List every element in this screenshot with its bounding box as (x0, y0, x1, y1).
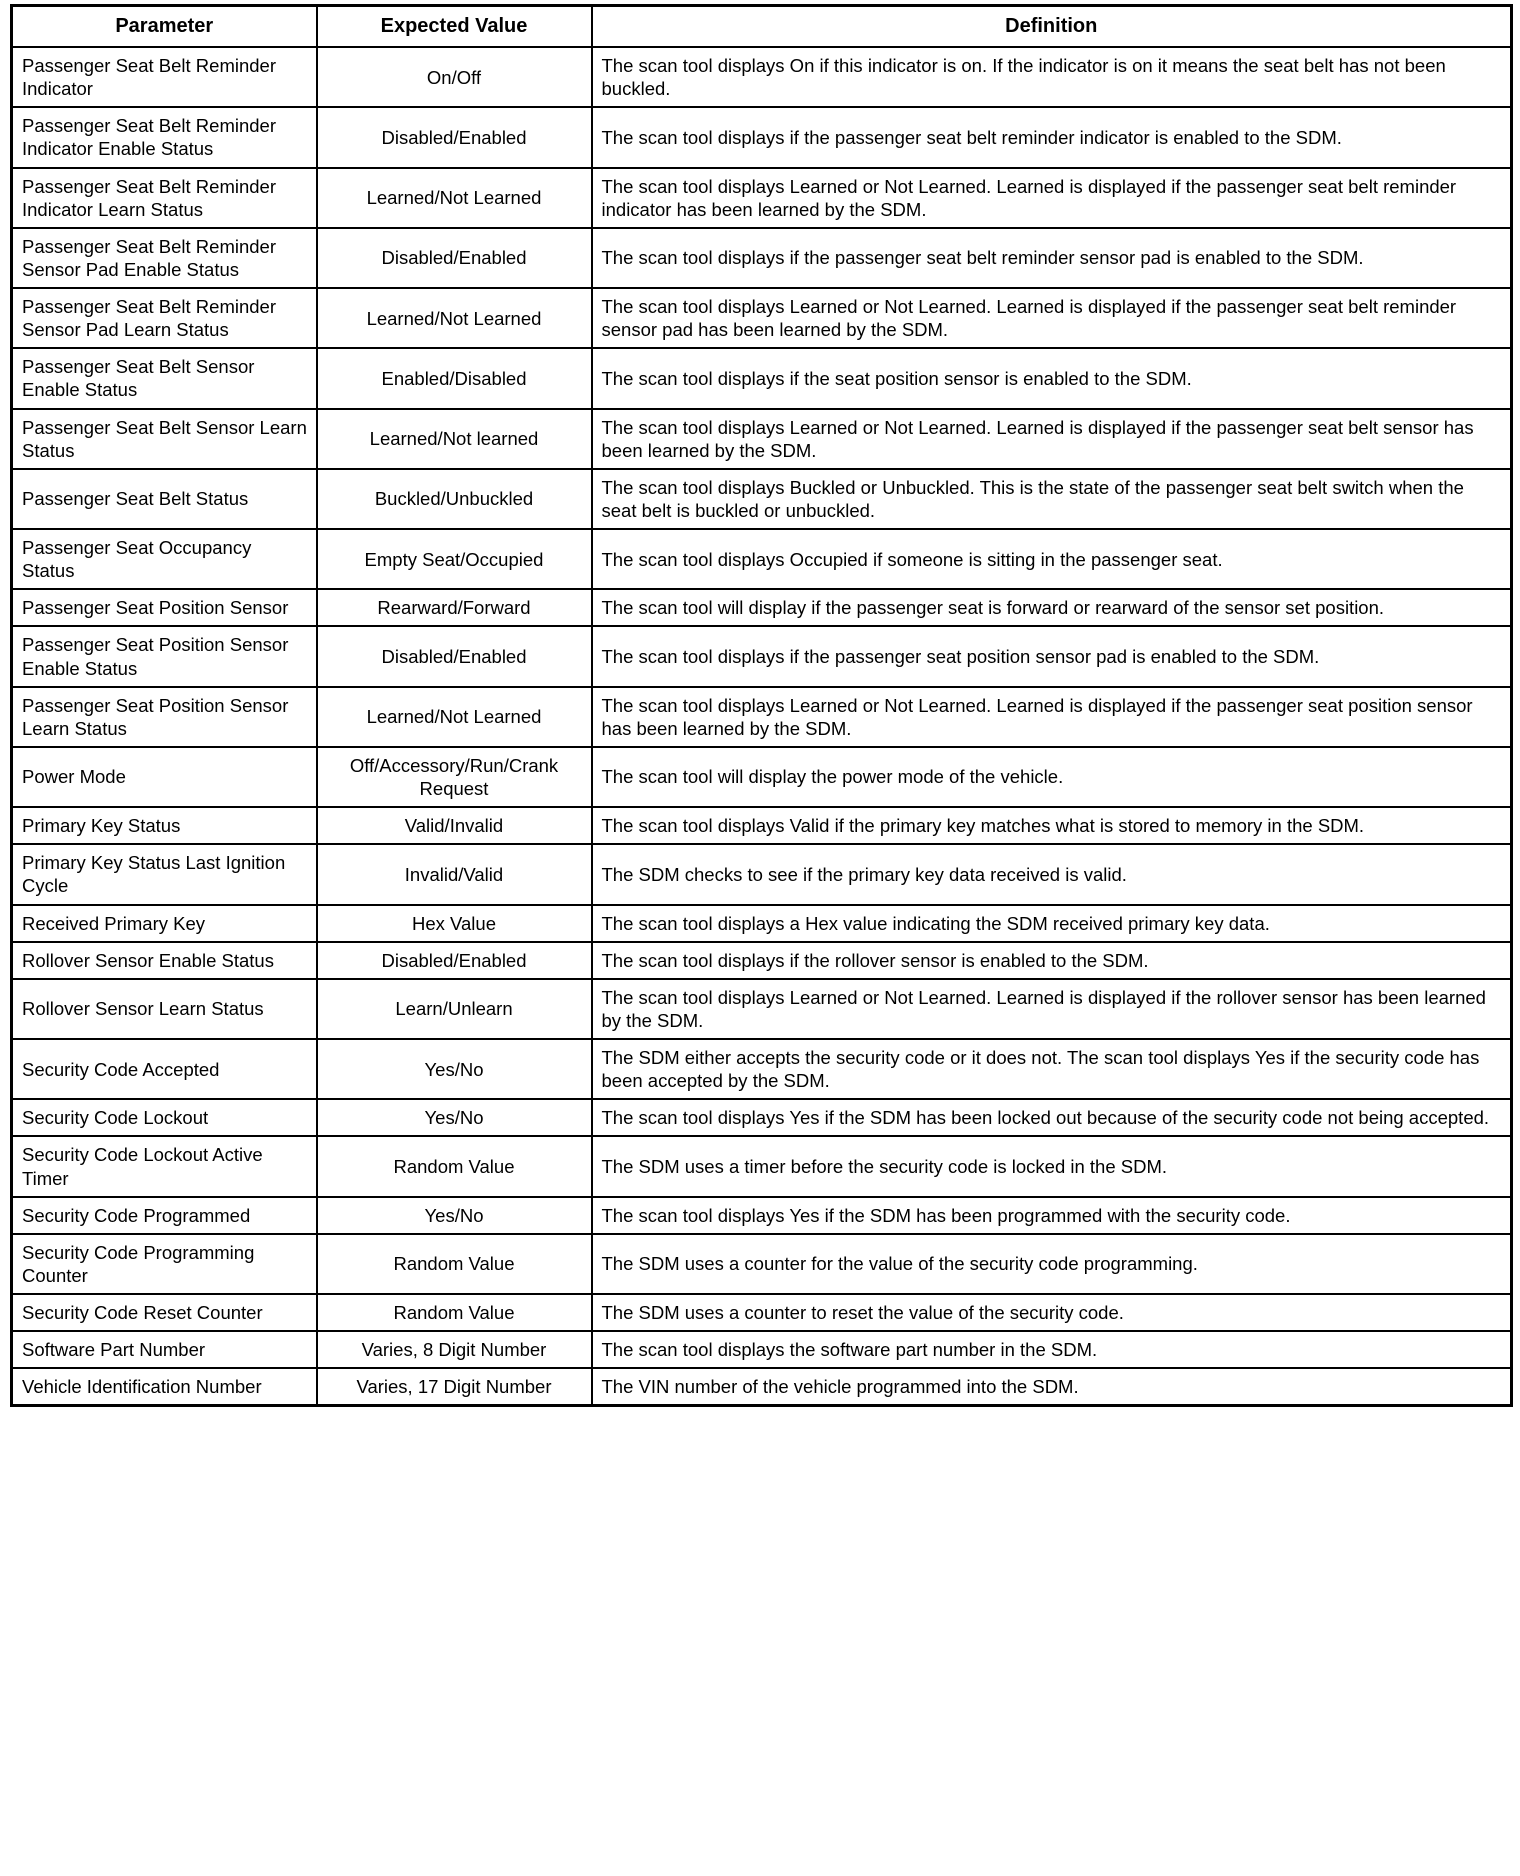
cell-parameter: Passenger Seat Position Sensor Enable Status (12, 626, 317, 686)
cell-parameter: Passenger Seat Belt Reminder Indicator Enable Status (12, 107, 317, 167)
table-row (12, 1331, 1512, 1368)
table-row (12, 348, 1512, 408)
table-row (12, 47, 1512, 107)
cell-parameter: Passenger Seat Occupancy Status (12, 529, 317, 589)
cell-expected-value: Hex Value (317, 905, 592, 942)
cell-parameter: Passenger Seat Belt Reminder Indicator Learn Status (12, 168, 317, 228)
cell-parameter: Passenger Seat Position Sensor Learn Status (12, 687, 317, 747)
cell-parameter: Security Code Lockout Active Timer (12, 1136, 317, 1196)
cell-parameter: Passenger Seat Belt Status (12, 469, 317, 529)
cell-parameter: Passenger Seat Belt Reminder Indicator (12, 47, 317, 107)
cell-expected-value: Learn/Unlearn (317, 979, 592, 1039)
cell-expected-value: Learned/Not learned (317, 409, 592, 469)
cell-parameter: Primary Key Status Last Ignition Cycle (12, 844, 317, 904)
cell-expected-value: Varies, 17 Digit Number (317, 1368, 592, 1406)
table-row (12, 1294, 1512, 1331)
cell-expected-value: Yes/No (317, 1197, 592, 1234)
cell-parameter: Security Code Reset Counter (12, 1294, 317, 1331)
table-row (12, 1197, 1512, 1234)
table-row (12, 905, 1512, 942)
cell-parameter: Rollover Sensor Enable Status (12, 942, 317, 979)
table-row (12, 747, 1512, 807)
cell-expected-value: Enabled/Disabled (317, 348, 592, 408)
cell-parameter: Received Primary Key (12, 905, 317, 942)
cell-parameter: Passenger Seat Belt Sensor Learn Status (12, 409, 317, 469)
cell-definition: The scan tool displays Valid if the primary key matches what is stored to memory in the SDM. (592, 807, 1512, 844)
cell-expected-value: Yes/No (317, 1039, 592, 1099)
cell-definition: The scan tool displays Yes if the SDM has been programmed with the security code. (592, 1197, 1512, 1234)
cell-parameter: Security Code Accepted (12, 1039, 317, 1099)
cell-expected-value: Valid/Invalid (317, 807, 592, 844)
cell-expected-value: Disabled/Enabled (317, 942, 592, 979)
cell-definition: The scan tool displays Learned or Not Learned. Learned is displayed if the passenger seat belt reminder sensor pad has been learned by the SDM. (592, 288, 1512, 348)
table-row (12, 1136, 1512, 1196)
table-row (12, 807, 1512, 844)
cell-parameter: Passenger Seat Position Sensor (12, 589, 317, 626)
cell-definition: The SDM uses a timer before the security code is locked in the SDM. (592, 1136, 1512, 1196)
table-row (12, 107, 1512, 167)
column-header-parameter: Parameter (12, 6, 317, 48)
cell-expected-value: Learned/Not Learned (317, 687, 592, 747)
table-row (12, 409, 1512, 469)
cell-expected-value: On/Off (317, 47, 592, 107)
cell-expected-value: Disabled/Enabled (317, 626, 592, 686)
cell-parameter: Vehicle Identification Number (12, 1368, 317, 1406)
cell-definition: The scan tool displays Learned or Not Learned. Learned is displayed if the passenger seat position sensor has been learned by the SDM. (592, 687, 1512, 747)
cell-parameter: Primary Key Status (12, 807, 317, 844)
cell-definition: The SDM checks to see if the primary key data received is valid. (592, 844, 1512, 904)
cell-expected-value: Random Value (317, 1234, 592, 1294)
cell-definition: The scan tool displays Learned or Not Learned. Learned is displayed if the passenger seat belt reminder indicator has been learned by the SDM. (592, 168, 1512, 228)
column-header-expected-value: Expected Value (317, 6, 592, 48)
cell-definition: The scan tool will display if the passenger seat is forward or rearward of the sensor set position. (592, 589, 1512, 626)
cell-expected-value: Yes/No (317, 1099, 592, 1136)
cell-expected-value: Learned/Not Learned (317, 288, 592, 348)
table-row (12, 228, 1512, 288)
cell-definition: The scan tool displays On if this indicator is on. If the indicator is on it means the seat belt has not been buckled. (592, 47, 1512, 107)
cell-definition: The scan tool displays Occupied if someone is sitting in the passenger seat. (592, 529, 1512, 589)
cell-expected-value: Random Value (317, 1136, 592, 1196)
cell-parameter: Power Mode (12, 747, 317, 807)
table-row (12, 589, 1512, 626)
cell-definition: The scan tool will display the power mode of the vehicle. (592, 747, 1512, 807)
cell-parameter: Passenger Seat Belt Sensor Enable Status (12, 348, 317, 408)
table-row (12, 844, 1512, 904)
cell-definition: The scan tool displays the software part number in the SDM. (592, 1331, 1512, 1368)
cell-expected-value: Disabled/Enabled (317, 107, 592, 167)
cell-expected-value: Rearward/Forward (317, 589, 592, 626)
table-header-row (12, 6, 1512, 48)
table-row (12, 1234, 1512, 1294)
table-row (12, 168, 1512, 228)
cell-expected-value: Random Value (317, 1294, 592, 1331)
cell-definition: The scan tool displays if the passenger seat belt reminder indicator is enabled to the SDM. (592, 107, 1512, 167)
cell-parameter: Security Code Lockout (12, 1099, 317, 1136)
table-row (12, 626, 1512, 686)
parameter-definitions-table (10, 4, 1513, 1407)
cell-parameter: Rollover Sensor Learn Status (12, 979, 317, 1039)
cell-definition: The SDM uses a counter to reset the value of the security code. (592, 1294, 1512, 1331)
cell-definition: The scan tool displays Learned or Not Learned. Learned is displayed if the passenger seat belt sensor has been learned by the SDM. (592, 409, 1512, 469)
cell-definition: The scan tool displays if the passenger seat position sensor pad is enabled to the SDM. (592, 626, 1512, 686)
cell-definition: The VIN number of the vehicle programmed into the SDM. (592, 1368, 1512, 1406)
cell-definition: The scan tool displays if the rollover sensor is enabled to the SDM. (592, 942, 1512, 979)
cell-definition: The SDM either accepts the security code or it does not. The scan tool displays Yes if the security code has been accepted by the SDM. (592, 1039, 1512, 1099)
cell-parameter: Passenger Seat Belt Reminder Sensor Pad Enable Status (12, 228, 317, 288)
cell-definition: The scan tool displays Buckled or Unbuckled. This is the state of the passenger seat belt switch when the seat belt is buckled or unbuckled. (592, 469, 1512, 529)
table-row (12, 1039, 1512, 1099)
table-row (12, 469, 1512, 529)
cell-expected-value: Learned/Not Learned (317, 168, 592, 228)
table-row (12, 942, 1512, 979)
cell-parameter: Security Code Programmed (12, 1197, 317, 1234)
cell-expected-value: Buckled/Unbuckled (317, 469, 592, 529)
cell-definition: The SDM uses a counter for the value of the security code programming. (592, 1234, 1512, 1294)
column-header-definition: Definition (592, 6, 1512, 48)
cell-expected-value: Invalid/Valid (317, 844, 592, 904)
table-header (12, 6, 1512, 48)
cell-expected-value: Empty Seat/Occupied (317, 529, 592, 589)
cell-definition: The scan tool displays a Hex value indicating the SDM received primary key data. (592, 905, 1512, 942)
table-row (12, 687, 1512, 747)
table-row (12, 288, 1512, 348)
cell-definition: The scan tool displays if the seat position sensor is enabled to the SDM. (592, 348, 1512, 408)
table-row (12, 1368, 1512, 1406)
cell-definition: The scan tool displays Yes if the SDM has been locked out because of the security code not being accepted. (592, 1099, 1512, 1136)
cell-definition: The scan tool displays Learned or Not Learned. Learned is displayed if the rollover sensor has been learned by the SDM. (592, 979, 1512, 1039)
cell-parameter: Security Code Programming Counter (12, 1234, 317, 1294)
table-row (12, 1099, 1512, 1136)
cell-parameter: Passenger Seat Belt Reminder Sensor Pad Learn Status (12, 288, 317, 348)
cell-expected-value: Off/Accessory/Run/Crank Request (317, 747, 592, 807)
cell-expected-value: Varies, 8 Digit Number (317, 1331, 592, 1368)
table-body (12, 47, 1512, 1406)
cell-expected-value: Disabled/Enabled (317, 228, 592, 288)
cell-parameter: Software Part Number (12, 1331, 317, 1368)
cell-definition: The scan tool displays if the passenger seat belt reminder sensor pad is enabled to the SDM. (592, 228, 1512, 288)
table-row (12, 529, 1512, 589)
table-row (12, 979, 1512, 1039)
